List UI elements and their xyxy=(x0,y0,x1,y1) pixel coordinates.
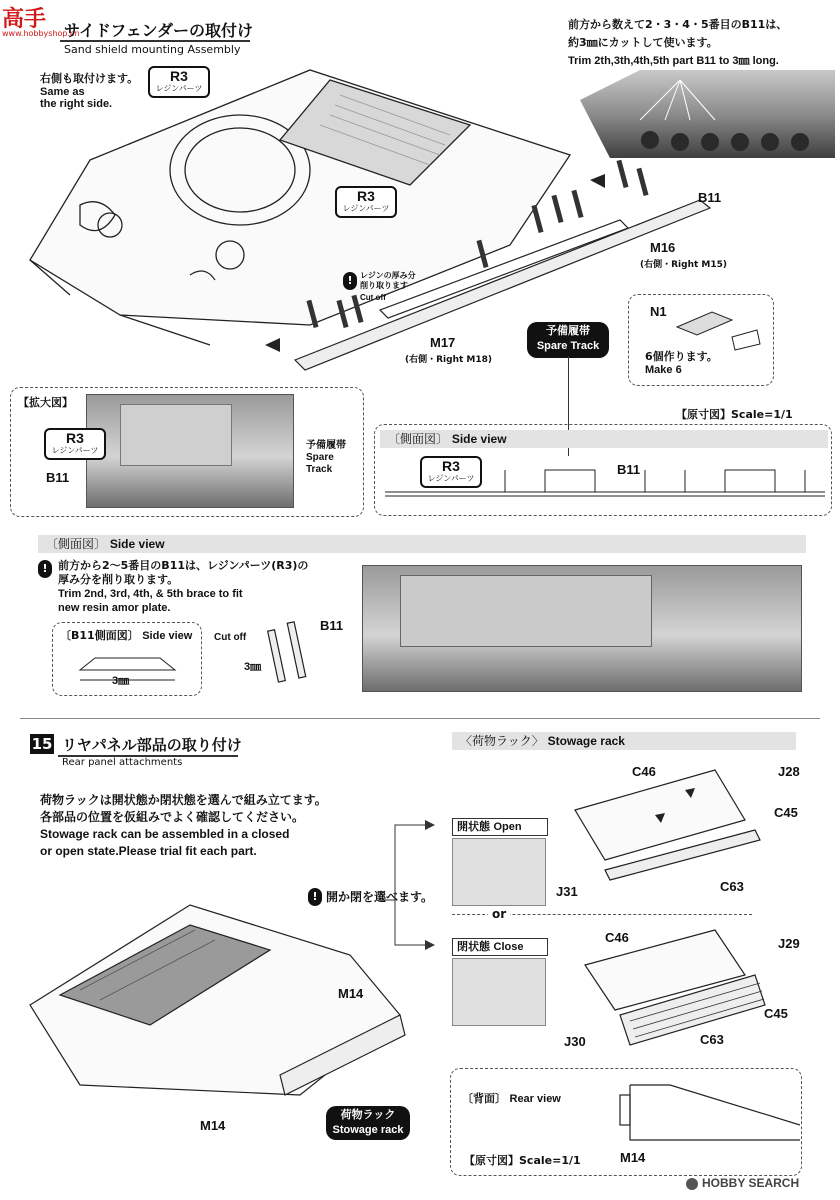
n1-label: N1 xyxy=(650,304,667,319)
rack-header-en: Stowage rack xyxy=(547,734,625,748)
open-en: Open xyxy=(493,821,522,833)
trim-note-en: Trim 2th,3th,4th,5th part B11 to 3㎜ long. xyxy=(568,55,779,67)
b11-dim-label: 3㎜ xyxy=(112,675,130,687)
m17-label: M17 xyxy=(430,335,456,350)
dim-label-3mm: 3㎜ xyxy=(244,661,262,673)
or-label: or xyxy=(488,907,510,921)
hull-rear-drawing xyxy=(20,895,420,1125)
step-15-title-en: Rear panel attachments xyxy=(62,757,183,768)
rear-view-en: Rear view xyxy=(509,1093,561,1105)
n1-note-en: Make 6 xyxy=(645,364,682,376)
open-rack-drawing xyxy=(545,760,785,900)
m16-note: (右側・Right M15) xyxy=(640,260,728,270)
j29-label: J29 xyxy=(778,936,800,951)
r3-hull-label: R3 xyxy=(357,188,375,204)
sideview2-note xyxy=(58,559,308,615)
r3-hull-resin: レジンパーツ xyxy=(342,204,390,213)
spare-track-badge xyxy=(527,322,609,358)
hobby-search-icon xyxy=(686,1178,698,1190)
side-view-header-1 xyxy=(380,430,828,448)
desc-en1: Stowage rack can be assembled in a closed xyxy=(40,827,290,841)
side-view-fender-drawing xyxy=(385,460,825,505)
side-view-en-2: Side view xyxy=(109,537,165,551)
same-side-en2: the right side. xyxy=(40,98,113,110)
c45-label-close: C45 xyxy=(764,1006,788,1021)
step-14-title-jp: サイドフェンダーの取付け xyxy=(64,21,253,40)
section15-desc xyxy=(40,792,327,860)
resin-note-jp1: レジンの厚み分 xyxy=(360,271,416,280)
rear-view-header xyxy=(462,1090,561,1106)
close-label-box xyxy=(452,938,548,956)
sideview2-en1: Trim 2nd, 3rd, 4th, & 5th brace to fit xyxy=(58,588,243,600)
c45-label-open: C45 xyxy=(774,805,798,820)
open-state-photo xyxy=(452,838,546,906)
b11-label-side2: B11 xyxy=(320,618,344,633)
stowage-rack-badge xyxy=(326,1106,410,1140)
closed-rack-drawing xyxy=(555,925,785,1050)
step-15-number: 15 xyxy=(31,735,53,753)
reference-photo-tank-side xyxy=(580,70,835,160)
cut-off-label-2: Cut off xyxy=(214,632,247,643)
c63-label-close: C63 xyxy=(700,1032,724,1047)
enlarged-plate xyxy=(120,404,232,466)
side-view-jp-2: 〔側面図〕 xyxy=(46,537,107,551)
warning-icon-2: ! xyxy=(38,560,52,578)
enlarged-spare-track xyxy=(306,440,346,476)
b11-parts-drawing xyxy=(265,612,325,687)
watermark-domain: www.hobbyshop.cn xyxy=(2,29,80,38)
m17-note: (右側・Right M18) xyxy=(405,355,493,365)
side-view-jp-1: 〔側面図〕 xyxy=(388,432,449,446)
j31-label: J31 xyxy=(556,884,578,899)
trim-note-jp1: 前方から数えて2・3・4・5番目のB11は、 xyxy=(568,18,788,31)
r3-callout-enlarged xyxy=(44,428,106,460)
m14-label-lower: M14 xyxy=(200,1118,226,1133)
resin-parts-label: レジンパーツ xyxy=(155,84,203,93)
hobby-search-text: HOBBY SEARCH xyxy=(702,1176,800,1190)
same-side-jp: 右側も取付けます。 xyxy=(40,72,139,85)
choose-note: 開か閉を選べます。 xyxy=(326,890,434,904)
warning-icon-3: ! xyxy=(308,888,322,906)
sideview2-jp1: 前方から2～5番目のB11は、レジンパーツ(R3)の xyxy=(58,559,309,572)
enlarged-spare-en1: Spare xyxy=(306,452,334,463)
desc-jp1: 荷物ラックは開状態か閉状態を選んで組み立てます。 xyxy=(40,793,327,807)
open-label-box xyxy=(452,818,548,836)
resin-note xyxy=(360,271,416,303)
resin-note-jp2: 削り取ります xyxy=(360,281,408,290)
hobby-search-logo xyxy=(686,1176,799,1190)
rack-header-jp: 〈荷物ラック〉 xyxy=(460,734,544,748)
c46-label-open: C46 xyxy=(632,764,656,779)
r3-enlarged-label: R3 xyxy=(66,430,84,446)
title-underline xyxy=(60,40,250,42)
r3-enlarged-resin: レジンパーツ xyxy=(51,446,99,455)
sideview2-en2: new resin amor plate. xyxy=(58,602,171,614)
m16-label: M16 xyxy=(650,240,676,255)
open-jp: 開状態 xyxy=(457,820,490,833)
b11-side-label: B11 xyxy=(617,462,641,477)
stowage-jp: 荷物ラック xyxy=(340,1109,396,1121)
m14-rear-label: M14 xyxy=(620,1150,646,1165)
b11-side-header xyxy=(60,627,192,643)
m14-label-upper: M14 xyxy=(338,986,364,1001)
b11-side-jp: 〔B11側面図〕 xyxy=(60,629,139,642)
rear-view-jp: 〔背面〕 xyxy=(462,1092,506,1105)
b11-label-top: B11 xyxy=(698,190,722,205)
same-side-en1: Same as xyxy=(40,86,85,98)
enlarged-spare-jp: 予備履帯 xyxy=(306,440,346,451)
desc-jp2: 各部品の位置を仮組みでよく確認してください。 xyxy=(40,810,305,824)
r3-side-label: R3 xyxy=(442,458,460,474)
sideview2-jp2: 厚み分を削り取ります。 xyxy=(58,573,179,586)
j28-label: J28 xyxy=(778,764,800,779)
close-jp: 閉状態 xyxy=(457,940,490,953)
c63-label-open: C63 xyxy=(720,879,744,894)
cut-off-label: Cut off xyxy=(360,293,386,302)
n1-part-drawing xyxy=(672,302,767,354)
side-view-header-2 xyxy=(38,535,806,553)
section-divider xyxy=(20,718,820,719)
close-state-photo xyxy=(452,958,546,1026)
b11-side-en: Side view xyxy=(142,630,193,642)
step-14-title-en: Sand shield mounting Assembly xyxy=(64,43,241,56)
scale-label-15: 【原寸図】Scale=1/1 xyxy=(464,1154,581,1167)
rear-view-drawing xyxy=(610,1080,800,1150)
warning-icon: ! xyxy=(343,272,357,290)
j30-label: J30 xyxy=(564,1034,586,1049)
stowage-en: Stowage rack xyxy=(332,1124,404,1136)
r3-part-label: R3 xyxy=(170,68,188,84)
n1-note-jp: 6個作ります。 xyxy=(645,350,718,363)
spare-track-en: Spare Track xyxy=(536,340,600,352)
rack-header xyxy=(452,732,796,750)
desc-en2: or open state.Please trial fit each part. xyxy=(40,844,257,858)
enlarged-label: 【拡大図】 xyxy=(18,396,73,409)
close-en: Close xyxy=(493,941,524,953)
trim-note-jp2: 約3㎜にカットして使います。 xyxy=(568,36,718,49)
scale-label-14: 【原寸図】Scale=1/1 xyxy=(676,408,793,421)
enlarged-spare-en2: Track xyxy=(306,464,333,475)
watermark-brand: 高手 xyxy=(2,7,47,32)
step-15-title-jp: リヤパネル部品の取り付け xyxy=(62,736,242,754)
side-view-en-1: Side view xyxy=(451,432,507,446)
b11-enlarged-label: B11 xyxy=(46,470,70,485)
c46-label-close: C46 xyxy=(605,930,629,945)
sideview2-plate xyxy=(400,575,652,647)
spare-track-jp: 予備履帯 xyxy=(546,325,590,337)
r3-side-resin: レジンパーツ xyxy=(427,474,475,483)
